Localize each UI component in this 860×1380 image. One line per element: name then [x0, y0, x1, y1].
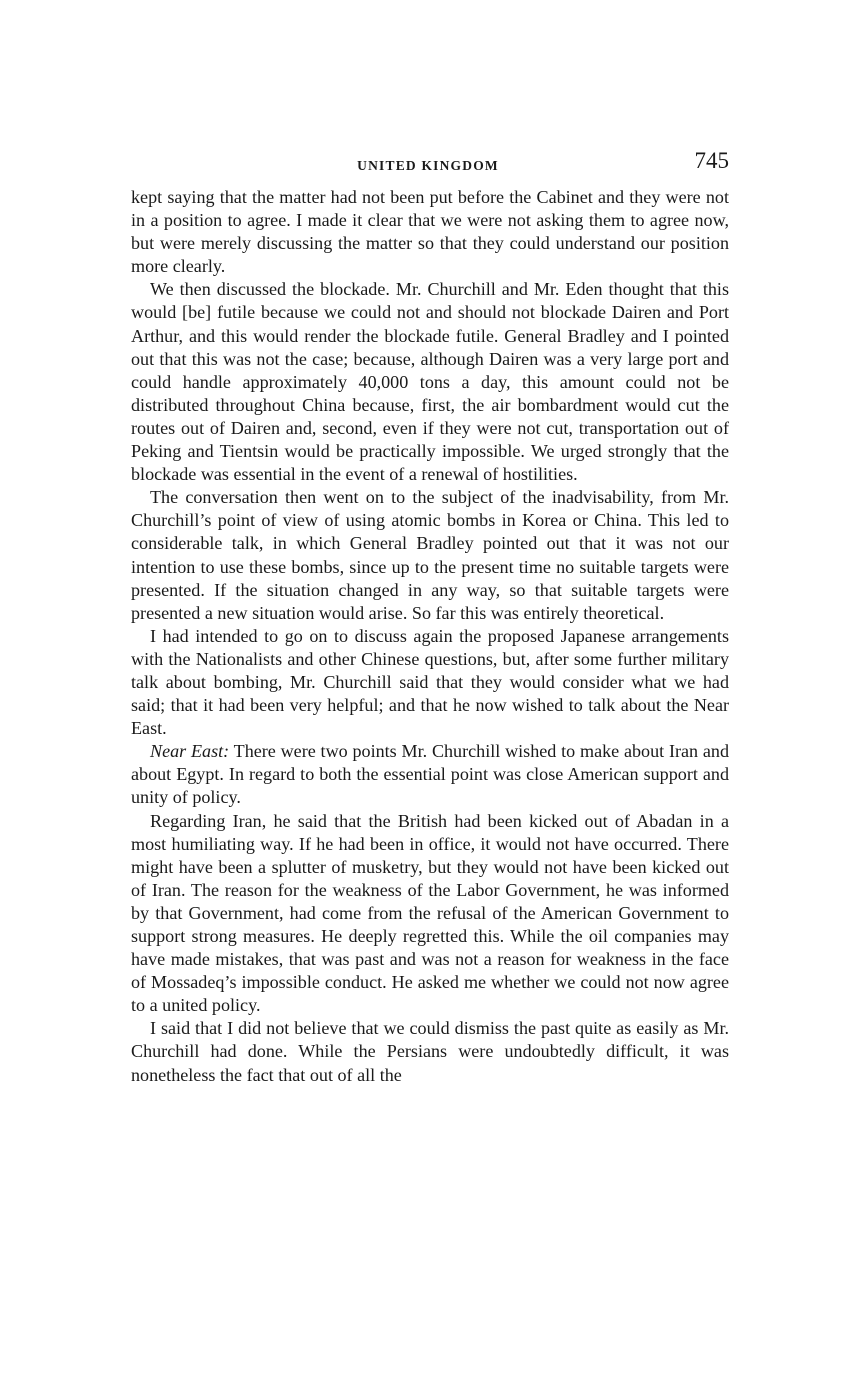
paragraph-iran: Regarding Iran, he said that the British had been kicked out of Abadan in a most humiliating way. If he had been in office, it would not have occurred. There might have been a splutter of musketry, but they would not have been kicked out of Iran. The reason for the weakness of the Labor Government, he was informed by that Government, had come from the refusal of the American Government to support strong measures. He deeply regretted this. While the oil companies may have made mistakes, that was past and was not a reason for weakness in the face of Mossadeq’s impossible conduct. He asked me whether we could not now agree to a united policy.: [131, 810, 729, 1016]
paragraph-atomic-bombs: The conversation then went on to the subject of the inadvisability, from Mr. Churchill’s point of view of using atomic bombs in Korea or China. This led to considerable talk, in which General Bradley pointed out that it was not our intention to use these bombs, since up to the present time no suitable targets were presented. If the situation changed in any way, so that suitable targets were presented a new situation would arise. So far this was entirely theoretical.: [131, 487, 729, 623]
near-east-text: There were two points Mr. Churchill wished to make about Iran and about Egypt. In regard to both the essential point was close American support and unity of policy.: [131, 741, 729, 808]
page-number: 745: [694, 148, 729, 173]
near-east-lead-in: Near East:: [150, 741, 230, 762]
body-text: [131, 186, 729, 1087]
running-title: UNITED KINGDOM: [357, 158, 499, 173]
paragraph-persians: I said that I did not believe that we could dismiss the past quite as easily as Mr. Churchill had done. While the Persians were undoubtedly difficult, it was nonetheless the fact that out of all the: [131, 1018, 729, 1085]
paragraph-near-east: [131, 740, 729, 809]
paragraph-continuation: kept saying that the matter had not been put before the Cabinet and they were not in a position to agree. I made it clear that we were not asking them to agree now, but were merely discussing the matter so that they could understand our position more clearly.: [131, 187, 729, 277]
document-page: [131, 148, 729, 1087]
paragraph-japanese-arrangements: I had intended to go on to discuss again the proposed Japanese arrangements with the Nationalists and other Chinese questions, but, after some further military talk about bombing, Mr. Churchill said that they would consider what we had said; that it had been very helpful; and that he now wished to talk about the Near East.: [131, 625, 729, 739]
running-header: [131, 148, 729, 180]
paragraph-blockade: We then discussed the blockade. Mr. Churchill and Mr. Eden thought that this would [be] futile because we could not and should not blockade Dairen and Port Arthur, and this would render the blockade futile. General Bradley and I pointed out that this was not the case; because, although Dairen was a very large port and could handle approximately 40,000 tons a day, this amount could not be distributed throughout China because, first, the air bombardment would cut the routes out of Dairen and, second, even if they were not cut, transportation out of Peking and Tientsin would be practically impossible. We urged strongly that the blockade was essential in the event of a renewal of hostilities.: [131, 279, 729, 485]
